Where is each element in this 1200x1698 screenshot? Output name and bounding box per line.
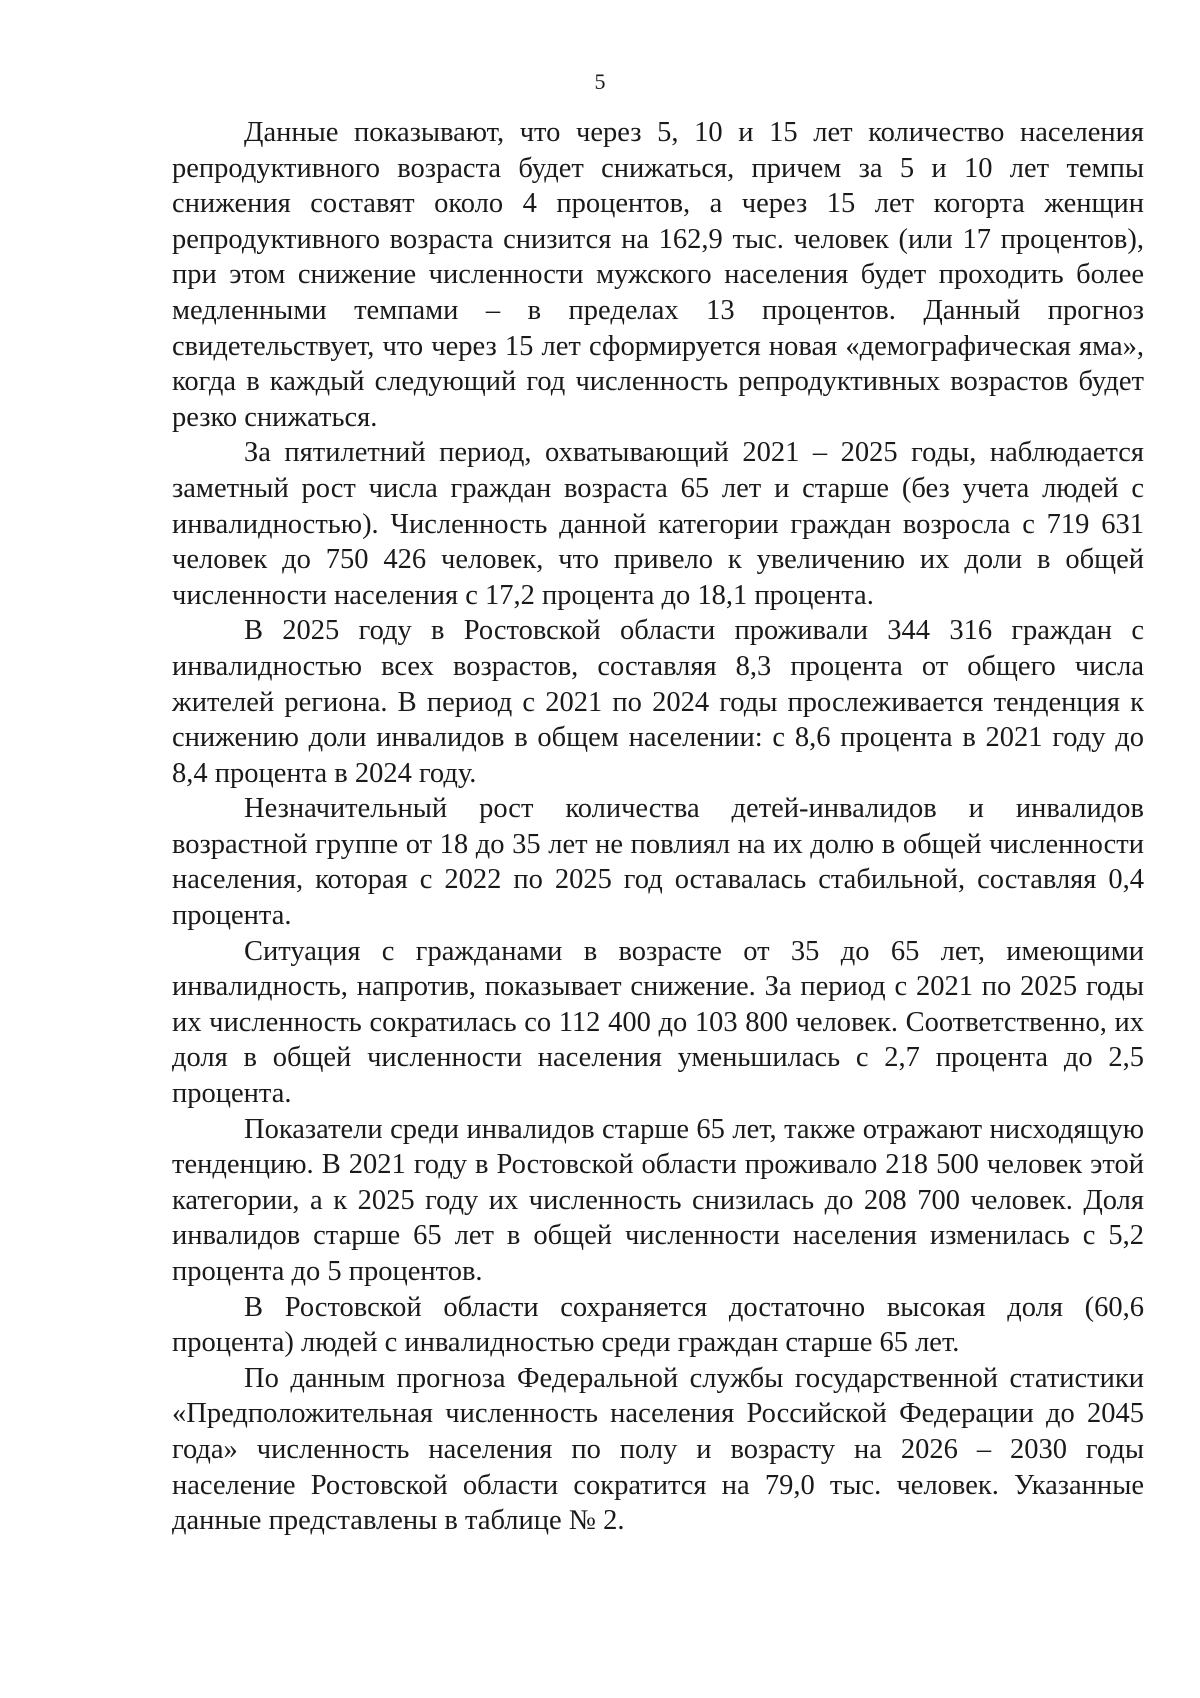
paragraph: Данные показывают, что через 5, 10 и 15 лет количество населения репродуктивного возраста будет снижаться, причем за 5 и 10 лет темпы снижения составят около 4 процентов, а через 15 лет когорта женщин репродуктивного возраста снизится на 162,9 тыс. человек (или 17 процентов), при этом снижение численности мужского населения будет проходить более медленными темпами – в пределах 13 процентов. Данный прогноз свидетельствует, что через 15 лет сформируется новая «демографическая яма», когда в каждый следующий год численность репродуктивных возрастов будет резко снижаться. [172,117,1144,433]
paragraph: В 2025 году в Ростовской области проживали 344 316 граждан с инвалидностью всех возрастов, составляя 8,3 процента от общего числа жителей региона. В период с 2021 по 2024 годы прослеживается тенденция к снижению доли инвалидов в общем населении: с 8,6 процента в 2021 году до 8,4 процента в 2024 году. [172,615,1144,789]
paragraph: По данным прогноза Федеральной службы государственной статистики «Предположительная численность населения Российской Федерации до 2045 года» численность населения по полу и возрасту на 2026 – 2030 годы население Ростовской области сократится на 79,0 тыс. человек. Указанные данные представлены в таблице № 2. [172,1362,1144,1537]
paragraph: Незначительный рост количества детей-инвалидов и инвалидов возрастной группе от 18 до 35 лет не повлиял на их долю в общей численности населения, которая с 2022 по 2025 год оставалась стабильной, составляя 0,4 процента. [172,793,1144,932]
page-number: 5 [594,69,606,94]
paragraph: За пятилетний период, охватывающий 2021 – 2025 годы, наблюдается заметный рост числа граждан возраста 65 лет и старше (без учета людей с инвалидностью). Численность данной категории граждан возросла с 719 631 человек до 750 426 человек, что привело к увеличению их доли в общей численности населения с 17,2 процента до 18,1 процента. [172,437,1144,611]
paragraph: В Ростовской области сохраняется достаточно высокая доля (60,6 процента) людей с инвалидностью среди граждан старше 65 лет. [172,1291,1144,1359]
paragraph: Ситуация с гражданами в возрасте от 35 до 65 лет, имеющими инвалидность, напротив, показывает снижение. За период с 2021 по 2025 годы их численность сократилась со 112 400 до 103 800 человек. Соответственно, их доля в общей численности населения уменьшилась с 2,7 процента до 2,5 процента. [172,935,1144,1110]
document-body [172,115,1144,1539]
paragraph: Показатели среди инвалидов старше 65 лет, также отражают нисходящую тенденцию. В 2021 году в Ростовской области проживало 218 500 человек этой категории, а к 2025 году их численность снизилась до 208 700 человек. Доля инвалидов старше 65 лет в общей численности населения изменилась с 5,2 процента до 5 процентов. [172,1113,1144,1287]
